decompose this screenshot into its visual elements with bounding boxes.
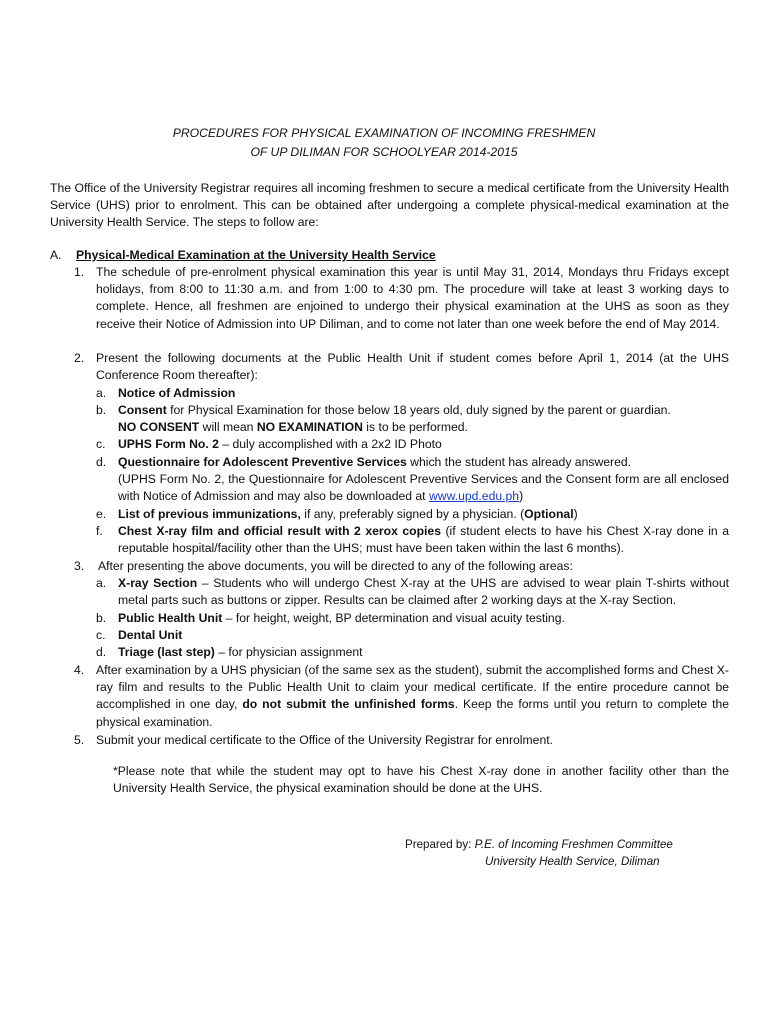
step-3a-letter: a.: [96, 576, 107, 590]
section-a-letter: A.: [50, 248, 62, 262]
step-2d-item: Questionnaire for Adolescent Preventive Services which the student has already answered. (UPHS Form No. 2, the Questionnaire for Adolescent Preventive Services and the Consent form are all enclosed with Notice of Admission and may also be downloaded at www.upd.edu.ph): [118, 455, 729, 504]
step-1-text: The schedule of pre-enrolment physical examination this year is until May 31, 2014, Mondays thru Fridays except holidays, from 8:00 to 11:30 a.m. and from 1:00 to 4:30 pm. The procedure will take at least 3 working days to complete. Hence, all freshmen are enjoined to undergo their physical examination at the UHS as soon as they receive their Notice of Admission into UP Diliman, and to come not later than one week before the end of May 2014.: [96, 265, 729, 331]
upd-website-link[interactable]: www.upd.edu.ph: [428, 489, 520, 504]
step-3-text: After presenting the above documents, you will be directed to any of the following areas:: [98, 559, 573, 573]
step-2-text: Present the following documents at the Public Health Unit if student comes before April 1, 2014 (at the UHS Conference Room thereafter):: [96, 351, 729, 383]
step-3d-item: Triage (last step) – for physician assignment: [118, 645, 363, 659]
notice-of-admission: Notice of Admission: [118, 386, 236, 400]
step-2b-letter: b.: [96, 403, 107, 417]
document-title-line-2: OF UP DILIMAN FOR SCHOOLYEAR 2014-2015: [250, 145, 518, 159]
step-2f-item: Chest X-ray film and official result with 2 xerox copies (if student elects to have his Chest X-ray done in a reputable hospital/facility other than the UHS; must have been taken within the last 6 months).: [118, 524, 729, 556]
prepared-by: [405, 838, 673, 851]
prepared-by-committee: P.E. of Incoming Freshmen Committee: [474, 838, 673, 851]
step-2e-letter: e.: [96, 507, 107, 521]
step-5-text: Submit your medical certificate to the Office of the University Registrar for enrolment.: [96, 733, 553, 747]
section-a-heading: Physical-Medical Examination at the University Health Service: [76, 248, 436, 262]
step-4-number: 4.: [74, 663, 85, 677]
step-2b-item: Consent for Physical Examination for those below 18 years old, duly signed by the parent or guardian. NO CONSENT will mean NO EXAMINATION is to be performed.: [118, 403, 671, 435]
step-4-text: After examination by a UHS physician (of the same sex as the student), submit the accomplished forms and Chest X-ray film and results to the Public Health Unit to claim your medical certificate. If the entire procedure cannot be accomplished in one day, do not submit the unfinished forms. Keep the forms until you return to complete the physical examination.: [96, 663, 730, 729]
prepared-by-label: Prepared by:: [405, 838, 472, 851]
step-3c-letter: c.: [96, 628, 106, 642]
step-3b-letter: b.: [96, 611, 107, 625]
document-title-line-1: PROCEDURES FOR PHYSICAL EXAMINATION OF INCOMING FRESHMEN: [172, 126, 596, 140]
step-2c-item: UPHS Form No. 2 – duly accomplished with a 2x2 ID Photo: [118, 437, 442, 451]
step-3a-item: X-ray Section – Students who will undergo Chest X-ray at the UHS are advised to wear plain T-shirts without metal parts such as buttons or zipper. Results can be claimed after 2 working days at the X-ray Section.: [118, 576, 729, 608]
chest-xray-note: *Please note that while the student may opt to have his Chest X-ray done in another facility other than the University Health Service, the physical examination should be done at the UHS.: [113, 764, 729, 796]
step-2c-letter: c.: [96, 437, 106, 451]
step-3d-letter: d.: [96, 645, 107, 659]
step-2f-letter: f.: [96, 524, 103, 538]
dental-unit: Dental Unit: [118, 628, 183, 642]
step-2e-item: List of previous immunizations, if any, preferably signed by a physician. (Optional): [118, 507, 578, 521]
step-5-number: 5.: [74, 733, 85, 747]
step-3b-item: Public Health Unit – for height, weight, BP determination and visual acuity testing.: [118, 611, 565, 625]
step-1-number: 1.: [74, 265, 85, 279]
step-2d-letter: d.: [96, 455, 107, 469]
step-3-number: 3.: [74, 559, 85, 573]
step-2a-letter: a.: [96, 386, 107, 400]
step-2-number: 2.: [74, 351, 85, 365]
prepared-by-office: University Health Service, Diliman: [485, 855, 660, 868]
intro-paragraph: The Office of the University Registrar requires all incoming freshmen to secure a medical certificate from the University Health Service (UHS) prior to enrolment. This can be obtained after undergoing a complete physical-medical examination at the University Health Service. The steps to follow are:: [50, 181, 729, 230]
